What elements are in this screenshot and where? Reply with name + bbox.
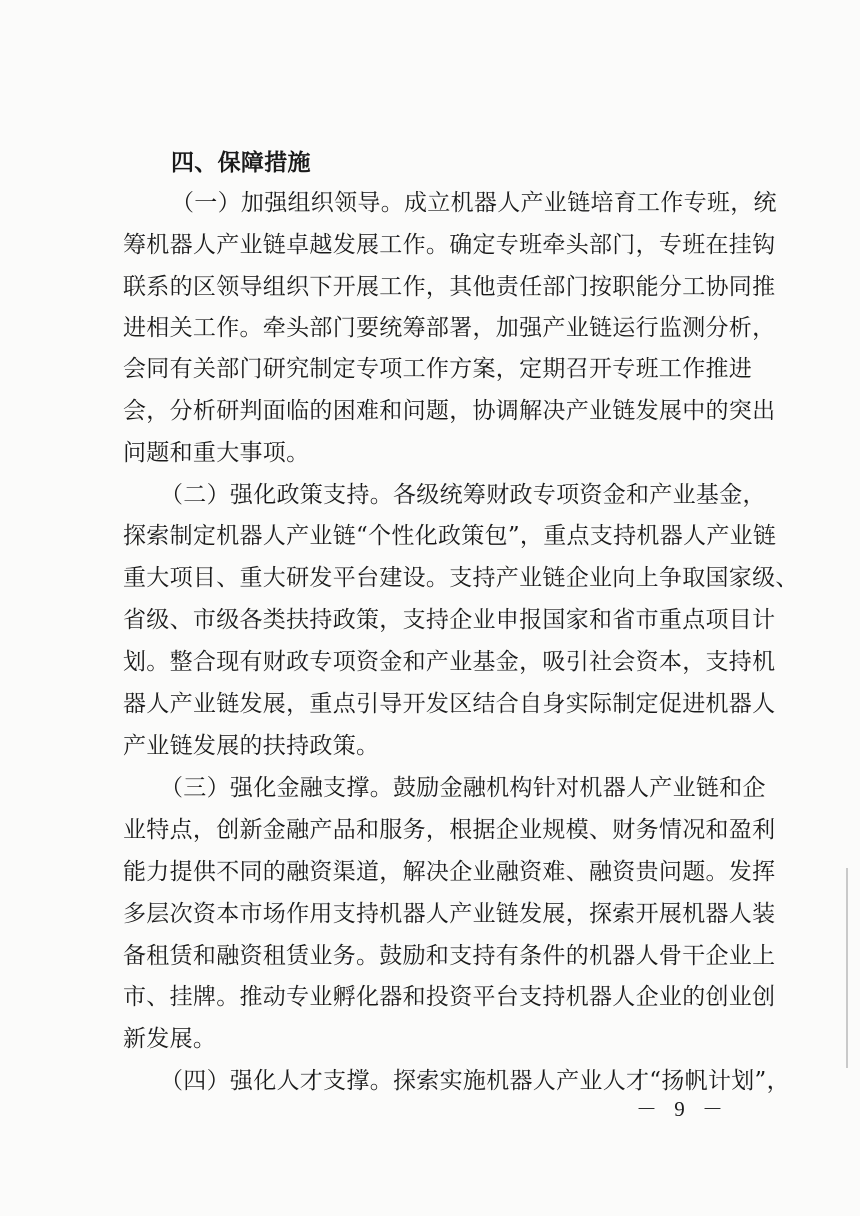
paragraph-line: 备租赁和融资租赁业务。鼓励和支持有条件的机器人骨干企业上 bbox=[123, 943, 776, 969]
scan-edge-shadow bbox=[846, 868, 848, 1068]
paragraph-line: 会，分析研判面临的困难和问题，协调解决产业链发展中的突出 bbox=[123, 398, 776, 424]
page-number: － 9 － bbox=[636, 1097, 729, 1121]
paragraph-line: 重大项目、重大研发平台建设。支持产业链企业向上争取国家级、 bbox=[123, 565, 799, 591]
paragraph-line: 产业链发展的扶持政策。 bbox=[123, 733, 380, 759]
paragraph-line: （二）强化政策支持。各级统筹财政专项资金和产业基金， bbox=[160, 482, 766, 508]
section-heading: 四、保障措施 bbox=[171, 150, 311, 176]
paragraph-line: 联系的区领导组织下开展工作，其他责任部门按职能分工协同推 bbox=[123, 274, 776, 300]
paragraph-line: 新发展。 bbox=[123, 1026, 217, 1052]
paragraph-line: 能力提供不同的融资渠道，解决企业融资难、融资贵问题。发挥 bbox=[123, 859, 776, 885]
paragraph-line: 会同有关部门研究制定专项工作方案，定期召开专班工作推进 bbox=[123, 356, 753, 382]
paragraph-line: 市、挂牌。推动专业孵化器和投资平台支持机器人企业的创业创 bbox=[123, 984, 776, 1010]
paragraph-line: 多层次资本市场作用支持机器人产业链发展，探索开展机器人装 bbox=[123, 901, 776, 927]
paragraph-line: （四）强化人才支撑。探索实施机器人产业人才“扬帆计划”， bbox=[160, 1068, 790, 1094]
paragraph-line: 问题和重大事项。 bbox=[123, 440, 310, 466]
paragraph-line: 器人产业链发展，重点引导开发区结合自身实际制定促进机器人 bbox=[123, 691, 776, 717]
paragraph-line: 筹机器人产业链卓越发展工作。确定专班牵头部门，专班在挂钩 bbox=[123, 232, 776, 258]
paragraph-line: （三）强化金融支撑。鼓励金融机构针对机器人产业链和企 bbox=[160, 775, 766, 801]
paragraph-line: 进相关工作。牵头部门要统筹部署，加强产业链运行监测分析， bbox=[123, 315, 776, 341]
paragraph-line: （一）加强组织领导。成立机器人产业链培育工作专班，统 bbox=[171, 190, 777, 216]
paragraph-line: 业特点，创新金融产品和服务，根据企业规模、财务情况和盈利 bbox=[123, 817, 776, 843]
paragraph-line: 省级、市级各类扶持政策，支持企业申报国家和省市重点项目计 bbox=[123, 607, 776, 633]
paragraph-line: 划。整合现有财政专项资金和产业基金，吸引社会资本，支持机 bbox=[123, 649, 776, 675]
paragraph-line: 探索制定机器人产业链“个性化政策包”，重点支持机器人产业链 bbox=[123, 523, 777, 549]
